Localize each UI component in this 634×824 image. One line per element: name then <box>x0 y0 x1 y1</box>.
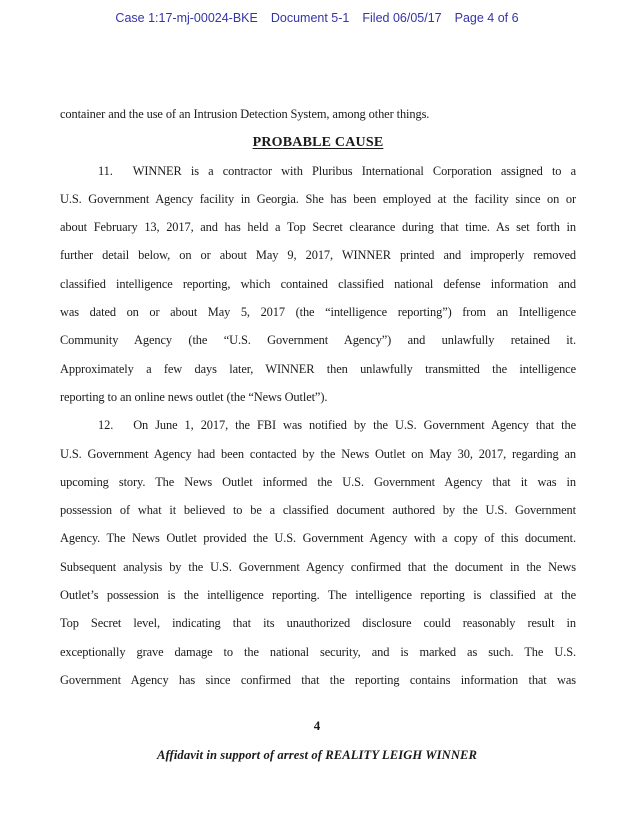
line-text: Government Agency has since confirmed that the reporting contains information that was <box>60 672 576 687</box>
page-indicator: Page 4 of 6 <box>454 11 519 25</box>
line-text: U.S. Government Agency had been contacted by the News Outlet on May 30, 2017, regarding an <box>60 446 576 461</box>
body-line <box>60 468 576 496</box>
line-text: Outlet’s possession is the intelligence reporting. The intelligence reporting is classified at the <box>60 588 576 603</box>
line-text: Approximately a few days later, WINNER then unlawfully transmitted the intelligence <box>60 361 576 376</box>
pacer-header <box>0 11 634 25</box>
line-text: Subsequent analysis by the U.S. Government Agency confirmed that the document in the News <box>60 559 576 574</box>
first-line-indent <box>60 174 98 175</box>
paragraph-number: 12. <box>98 418 114 433</box>
line-text: container and the use of an Intrusion Detection System, among other things. <box>60 107 430 121</box>
body-line <box>60 355 576 383</box>
body-line <box>60 581 576 609</box>
body-line <box>60 440 576 468</box>
body-line <box>60 213 576 241</box>
line-text: On June 1, 2017, the FBI was notified by the U.S. Government Agency that the <box>133 418 576 433</box>
line-text: WINNER is a contractor with Pluribus International Corporation assigned to a <box>132 163 576 178</box>
body-line <box>60 411 576 439</box>
line-text: possession of what it believed to be a classified document authored by the U.S. Government <box>60 503 576 518</box>
line-text: exceptionally grave damage to the national security, and is marked as such. The U.S. <box>60 644 576 659</box>
line-text: Community Agency (the “U.S. Government Agency”) and unlawfully retained it. <box>60 333 576 348</box>
page-number: 4 <box>313 718 321 733</box>
line-text: reporting to an online news outlet (the “News Outlet”). <box>60 389 328 404</box>
body-line <box>60 638 576 666</box>
footer-title: Affidavit in support of arrest of REALITY LEIGH WINNER <box>156 748 478 762</box>
body-line <box>60 383 576 411</box>
first-line-indent <box>60 428 98 429</box>
line-text: further detail below, on or about May 9, 2017, WINNER printed and improperly removed <box>60 248 576 263</box>
number-gap <box>113 428 133 429</box>
body-line <box>60 496 576 524</box>
document-body <box>60 100 576 694</box>
line-text: Top Secret level, indicating that its unauthorized disclosure could reasonably result in <box>60 616 576 631</box>
number-gap <box>113 174 133 175</box>
body-line <box>60 270 576 298</box>
body-line <box>60 100 576 128</box>
line-text: U.S. Government Agency facility in Georgia. She has been employed at the facility since on or <box>60 191 576 206</box>
body-line <box>60 157 576 185</box>
body-line <box>60 524 576 552</box>
line-text: about February 13, 2017, and has held a Top Secret clearance during that time. As set forth in <box>60 220 576 235</box>
section-heading-text: PROBABLE CAUSE <box>252 135 384 151</box>
case-number: Case 1:17-mj-00024-BKE <box>115 11 258 25</box>
body-line <box>60 553 576 581</box>
body-line <box>60 326 576 354</box>
line-text: upcoming story. The News Outlet informed the U.S. Government Agency that it was in <box>60 474 576 489</box>
body-line <box>60 666 576 694</box>
body-line <box>60 241 576 269</box>
section-heading <box>60 128 576 156</box>
body-line <box>60 185 576 213</box>
line-text: was dated on or about May 5, 2017 (the “intelligence reporting”) from an Intelligence <box>60 305 576 320</box>
line-text: Agency. The News Outlet provided the U.S. Government Agency with a copy of this document. <box>60 531 576 546</box>
document-number: Document 5-1 <box>270 11 350 25</box>
filed-date: Filed 06/05/17 <box>362 11 442 25</box>
line-text: classified intelligence reporting, which contained classified national defense information and <box>60 276 576 291</box>
paragraph-number: 11. <box>98 163 113 178</box>
body-line <box>60 609 576 637</box>
body-line <box>60 298 576 326</box>
